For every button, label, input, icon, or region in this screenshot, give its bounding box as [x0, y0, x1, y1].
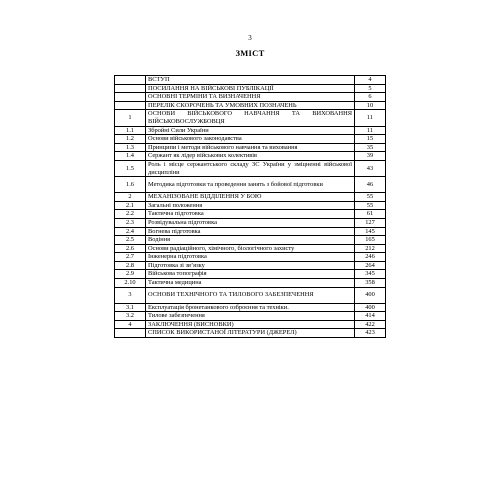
toc-page-number: 358	[355, 279, 386, 288]
toc-section-title: Військова топографія	[146, 270, 355, 279]
toc-section-title: Роль і місце сержантського складу ЗС України у зміцненні військової дисципліни	[146, 160, 355, 176]
toc-row	[115, 143, 386, 152]
toc-page-number: 414	[355, 312, 386, 321]
toc-section-title: Тилове забезпечення	[146, 312, 355, 321]
toc-section-number: 2.1	[115, 201, 146, 210]
toc-row	[115, 270, 386, 279]
toc-page-number: 127	[355, 218, 386, 227]
toc-section-number: 1	[115, 110, 146, 126]
toc-section-title: Сержант як лідер військових колективів	[146, 152, 355, 161]
toc-row	[115, 303, 386, 312]
toc-page-number: 400	[355, 303, 386, 312]
toc-row	[115, 93, 386, 102]
toc-section-title: Водіння	[146, 236, 355, 245]
toc-page-number: 423	[355, 329, 386, 338]
toc-page-number: 4	[355, 76, 386, 85]
toc-section-number: 2.9	[115, 270, 146, 279]
toc-section-number: 2	[115, 193, 146, 202]
toc-section-number: 3.2	[115, 312, 146, 321]
page-title: ЗМІСТ	[235, 48, 265, 58]
toc-section-number	[115, 84, 146, 93]
toc-page-number: 55	[355, 201, 386, 210]
toc-page-number: 15	[355, 135, 386, 144]
page-number: 3	[248, 34, 252, 42]
toc-section-title: Основи військового законодавства	[146, 135, 355, 144]
toc-section-number: 1.4	[115, 152, 146, 161]
toc-row	[115, 261, 386, 270]
toc-section-title: Вогнева підготовка	[146, 227, 355, 236]
toc-page-number: 145	[355, 227, 386, 236]
toc-section-title: ПЕРЕЛІК СКОРОЧЕНЬ ТА УМОВНИХ ПОЗНАЧЕНЬ	[146, 101, 355, 110]
toc-row	[115, 110, 386, 126]
toc-row	[115, 201, 386, 210]
toc-section-number: 2.3	[115, 218, 146, 227]
toc-row	[115, 160, 386, 176]
toc-section-title: Тактична медицина	[146, 279, 355, 288]
toc-row	[115, 287, 386, 303]
toc-page-number: 11	[355, 110, 386, 126]
toc-page-number: 6	[355, 93, 386, 102]
toc-section-number: 2.6	[115, 244, 146, 253]
toc-row	[115, 126, 386, 135]
toc-section-title: Основи радіаційного, хімічного, біологічного захисту	[146, 244, 355, 253]
toc-section-number: 2.10	[115, 279, 146, 288]
toc-section-number	[115, 101, 146, 110]
toc-section-number: 1.2	[115, 135, 146, 144]
toc-row	[115, 253, 386, 262]
toc-page-number: 43	[355, 160, 386, 176]
toc-section-title: МЕХАНІЗОВАНЕ ВІДДІЛЕННЯ У БОЮ	[146, 193, 355, 202]
toc-section-number: 2.5	[115, 236, 146, 245]
toc-section-number	[115, 93, 146, 102]
toc-section-title: ОСНОВИ ТЕХНІЧНОГО ТА ТИЛОВОГО ЗАБЕЗПЕЧЕННЯ	[146, 287, 355, 303]
toc-section-number: 4	[115, 320, 146, 329]
toc-page-number: 5	[355, 84, 386, 93]
toc-page-number: 10	[355, 101, 386, 110]
toc-row	[115, 279, 386, 288]
toc-row	[115, 135, 386, 144]
toc-page-number: 345	[355, 270, 386, 279]
toc-row	[115, 84, 386, 93]
toc-section-title: Тактична підготовка	[146, 210, 355, 219]
toc-section-title: Збройні Сили України	[146, 126, 355, 135]
toc-row	[115, 236, 386, 245]
toc-section-title: ЗАКЛЮЧЕННЯ (ВИСНОВКИ)	[146, 320, 355, 329]
toc-row	[115, 101, 386, 110]
table-of-contents	[114, 75, 386, 338]
toc-row	[115, 177, 386, 193]
toc-row	[115, 244, 386, 253]
toc-row	[115, 218, 386, 227]
toc-page-number: 61	[355, 210, 386, 219]
toc-section-number: 1.5	[115, 160, 146, 176]
toc-section-number: 2.7	[115, 253, 146, 262]
toc-section-number: 3	[115, 287, 146, 303]
toc-page-number: 55	[355, 193, 386, 202]
toc-row	[115, 312, 386, 321]
toc-section-title: Методика підготовки та проведення занять з бойової підготовки	[146, 177, 355, 193]
toc-section-title: Загальні положення	[146, 201, 355, 210]
toc-row	[115, 320, 386, 329]
toc-section-title: Розвідувальна підготовка	[146, 218, 355, 227]
toc-row	[115, 152, 386, 161]
toc-section-title: ВСТУП	[146, 76, 355, 85]
toc-section-number: 1.6	[115, 177, 146, 193]
toc-page-number: 46	[355, 177, 386, 193]
toc-section-number: 3.1	[115, 303, 146, 312]
toc-section-number: 2.8	[115, 261, 146, 270]
toc-section-title: Інженерна підготовка	[146, 253, 355, 262]
toc-section-number: 1.3	[115, 143, 146, 152]
toc-page-number: 264	[355, 261, 386, 270]
toc-row	[115, 227, 386, 236]
toc-row	[115, 210, 386, 219]
toc-section-number	[115, 329, 146, 338]
toc-section-number	[115, 76, 146, 85]
toc-page-number: 422	[355, 320, 386, 329]
toc-section-number: 1.1	[115, 126, 146, 135]
toc-body	[115, 76, 386, 338]
toc-page-number: 39	[355, 152, 386, 161]
toc-page-number: 212	[355, 244, 386, 253]
toc-page-number: 165	[355, 236, 386, 245]
toc-section-title: ОСНОВНІ ТЕРМІНИ ТА ВИЗНАЧЕННЯ	[146, 93, 355, 102]
toc-row	[115, 76, 386, 85]
toc-row	[115, 329, 386, 338]
toc-section-number: 2.4	[115, 227, 146, 236]
toc-section-number: 2.2	[115, 210, 146, 219]
toc-section-title: Експлуатація бронетанкового озброєння та техніки.	[146, 303, 355, 312]
toc-section-title: СПИСОК ВИКОРИСТАНОЇ ЛІТЕРАТУРИ (ДЖЕРЕЛ)	[146, 329, 355, 338]
toc-page-number: 246	[355, 253, 386, 262]
toc-section-title: Принципи і методи військового навчання та виховання	[146, 143, 355, 152]
toc-section-title: Підготовка зі зв’язку	[146, 261, 355, 270]
toc-row	[115, 193, 386, 202]
toc-section-title: ПОСИЛАННЯ НА ВІЙСЬКОВІ ПУБЛІКАЦІЇ	[146, 84, 355, 93]
toc-page-number: 11	[355, 126, 386, 135]
toc-section-title: ОСНОВИ ВІЙСЬКОВОГО НАВЧАННЯ ТА ВИХОВАННЯ ВІЙСЬКОВОСЛУЖБОВЦЯ	[146, 110, 355, 126]
toc-page-number: 35	[355, 143, 386, 152]
toc-page-number: 400	[355, 287, 386, 303]
